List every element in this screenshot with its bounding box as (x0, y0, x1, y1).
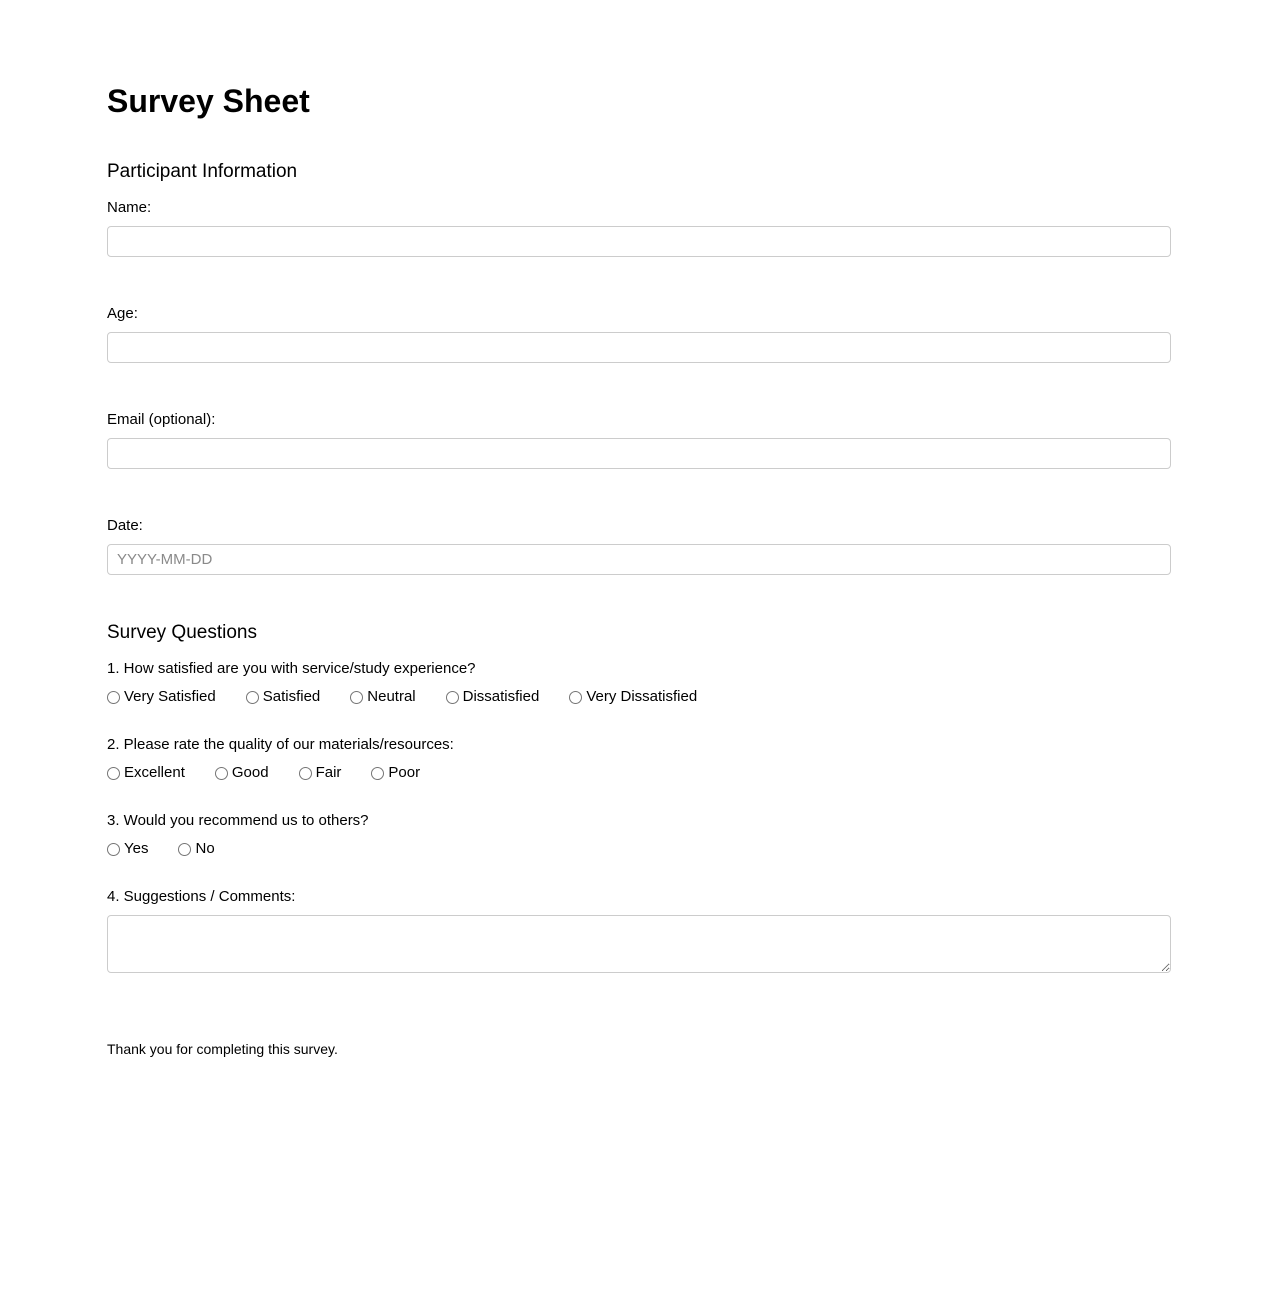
q1-option-neutral[interactable] (350, 687, 415, 707)
question-1 (107, 659, 1171, 707)
age-input[interactable] (107, 332, 1171, 363)
participant-info-heading: Participant Information (107, 161, 298, 182)
date-label: Date: (107, 517, 143, 534)
question-3 (107, 811, 1171, 859)
q2-radio-excellent[interactable] (107, 767, 120, 780)
question-2-options (107, 763, 1171, 783)
option-label: Poor (388, 764, 421, 781)
survey-questions-heading: Survey Questions (107, 622, 257, 643)
q1-option-very-satisfied[interactable] (107, 687, 216, 707)
q1-radio-very-dissatisfied[interactable] (569, 691, 582, 704)
question-3-options (107, 839, 1171, 859)
comments-textarea[interactable] (107, 915, 1171, 973)
date-input[interactable] (107, 544, 1171, 575)
name-label: Name: (107, 199, 152, 216)
field-email (107, 410, 1171, 469)
email-label: Email (optional): (107, 411, 216, 428)
name-input[interactable] (107, 226, 1171, 257)
question-3-text: 3. Would you recommend us to others? (107, 812, 369, 829)
question-4-text: 4. Suggestions / Comments: (107, 888, 296, 905)
option-label: Fair (315, 764, 342, 781)
page-title: Survey Sheet (107, 83, 310, 119)
option-label: Good (231, 764, 269, 781)
q2-option-excellent[interactable] (107, 763, 185, 783)
option-label: No (195, 840, 215, 857)
q2-option-good[interactable] (215, 763, 269, 783)
option-label: Neutral (367, 688, 416, 705)
question-1-options (107, 687, 1171, 707)
option-label: Dissatisfied (462, 688, 540, 705)
q2-radio-good[interactable] (215, 767, 228, 780)
option-label: Yes (124, 840, 149, 857)
q3-radio-yes[interactable] (107, 843, 120, 856)
question-2-text: 2. Please rate the quality of our materials/resources: (107, 736, 454, 753)
q3-option-no[interactable] (178, 839, 214, 859)
question-4 (107, 887, 1171, 973)
question-1-text: 1. How satisfied are you with service/study experience? (107, 660, 476, 677)
q2-option-poor[interactable] (371, 763, 420, 783)
q2-radio-poor[interactable] (371, 767, 384, 780)
field-name (107, 198, 1171, 257)
q3-radio-no[interactable] (178, 843, 191, 856)
option-label: Satisfied (262, 688, 321, 705)
field-date (107, 516, 1171, 575)
footer-text: Thank you for completing this survey. (107, 1041, 338, 1057)
q3-option-yes[interactable] (107, 839, 148, 859)
q2-option-fair[interactable] (299, 763, 342, 783)
option-label: Very Satisfied (124, 688, 216, 705)
q1-radio-neutral[interactable] (350, 691, 363, 704)
q1-option-dissatisfied[interactable] (446, 687, 540, 707)
age-label: Age: (107, 305, 138, 322)
email-input[interactable] (107, 438, 1171, 469)
q2-radio-fair[interactable] (299, 767, 312, 780)
field-age (107, 304, 1171, 363)
question-2 (107, 735, 1171, 783)
q1-option-satisfied[interactable] (246, 687, 321, 707)
q1-radio-very-satisfied[interactable] (107, 691, 120, 704)
q1-radio-satisfied[interactable] (246, 691, 259, 704)
option-label: Excellent (124, 764, 185, 781)
q1-option-very-dissatisfied[interactable] (569, 687, 697, 707)
q1-radio-dissatisfied[interactable] (446, 691, 459, 704)
option-label: Very Dissatisfied (586, 688, 698, 705)
